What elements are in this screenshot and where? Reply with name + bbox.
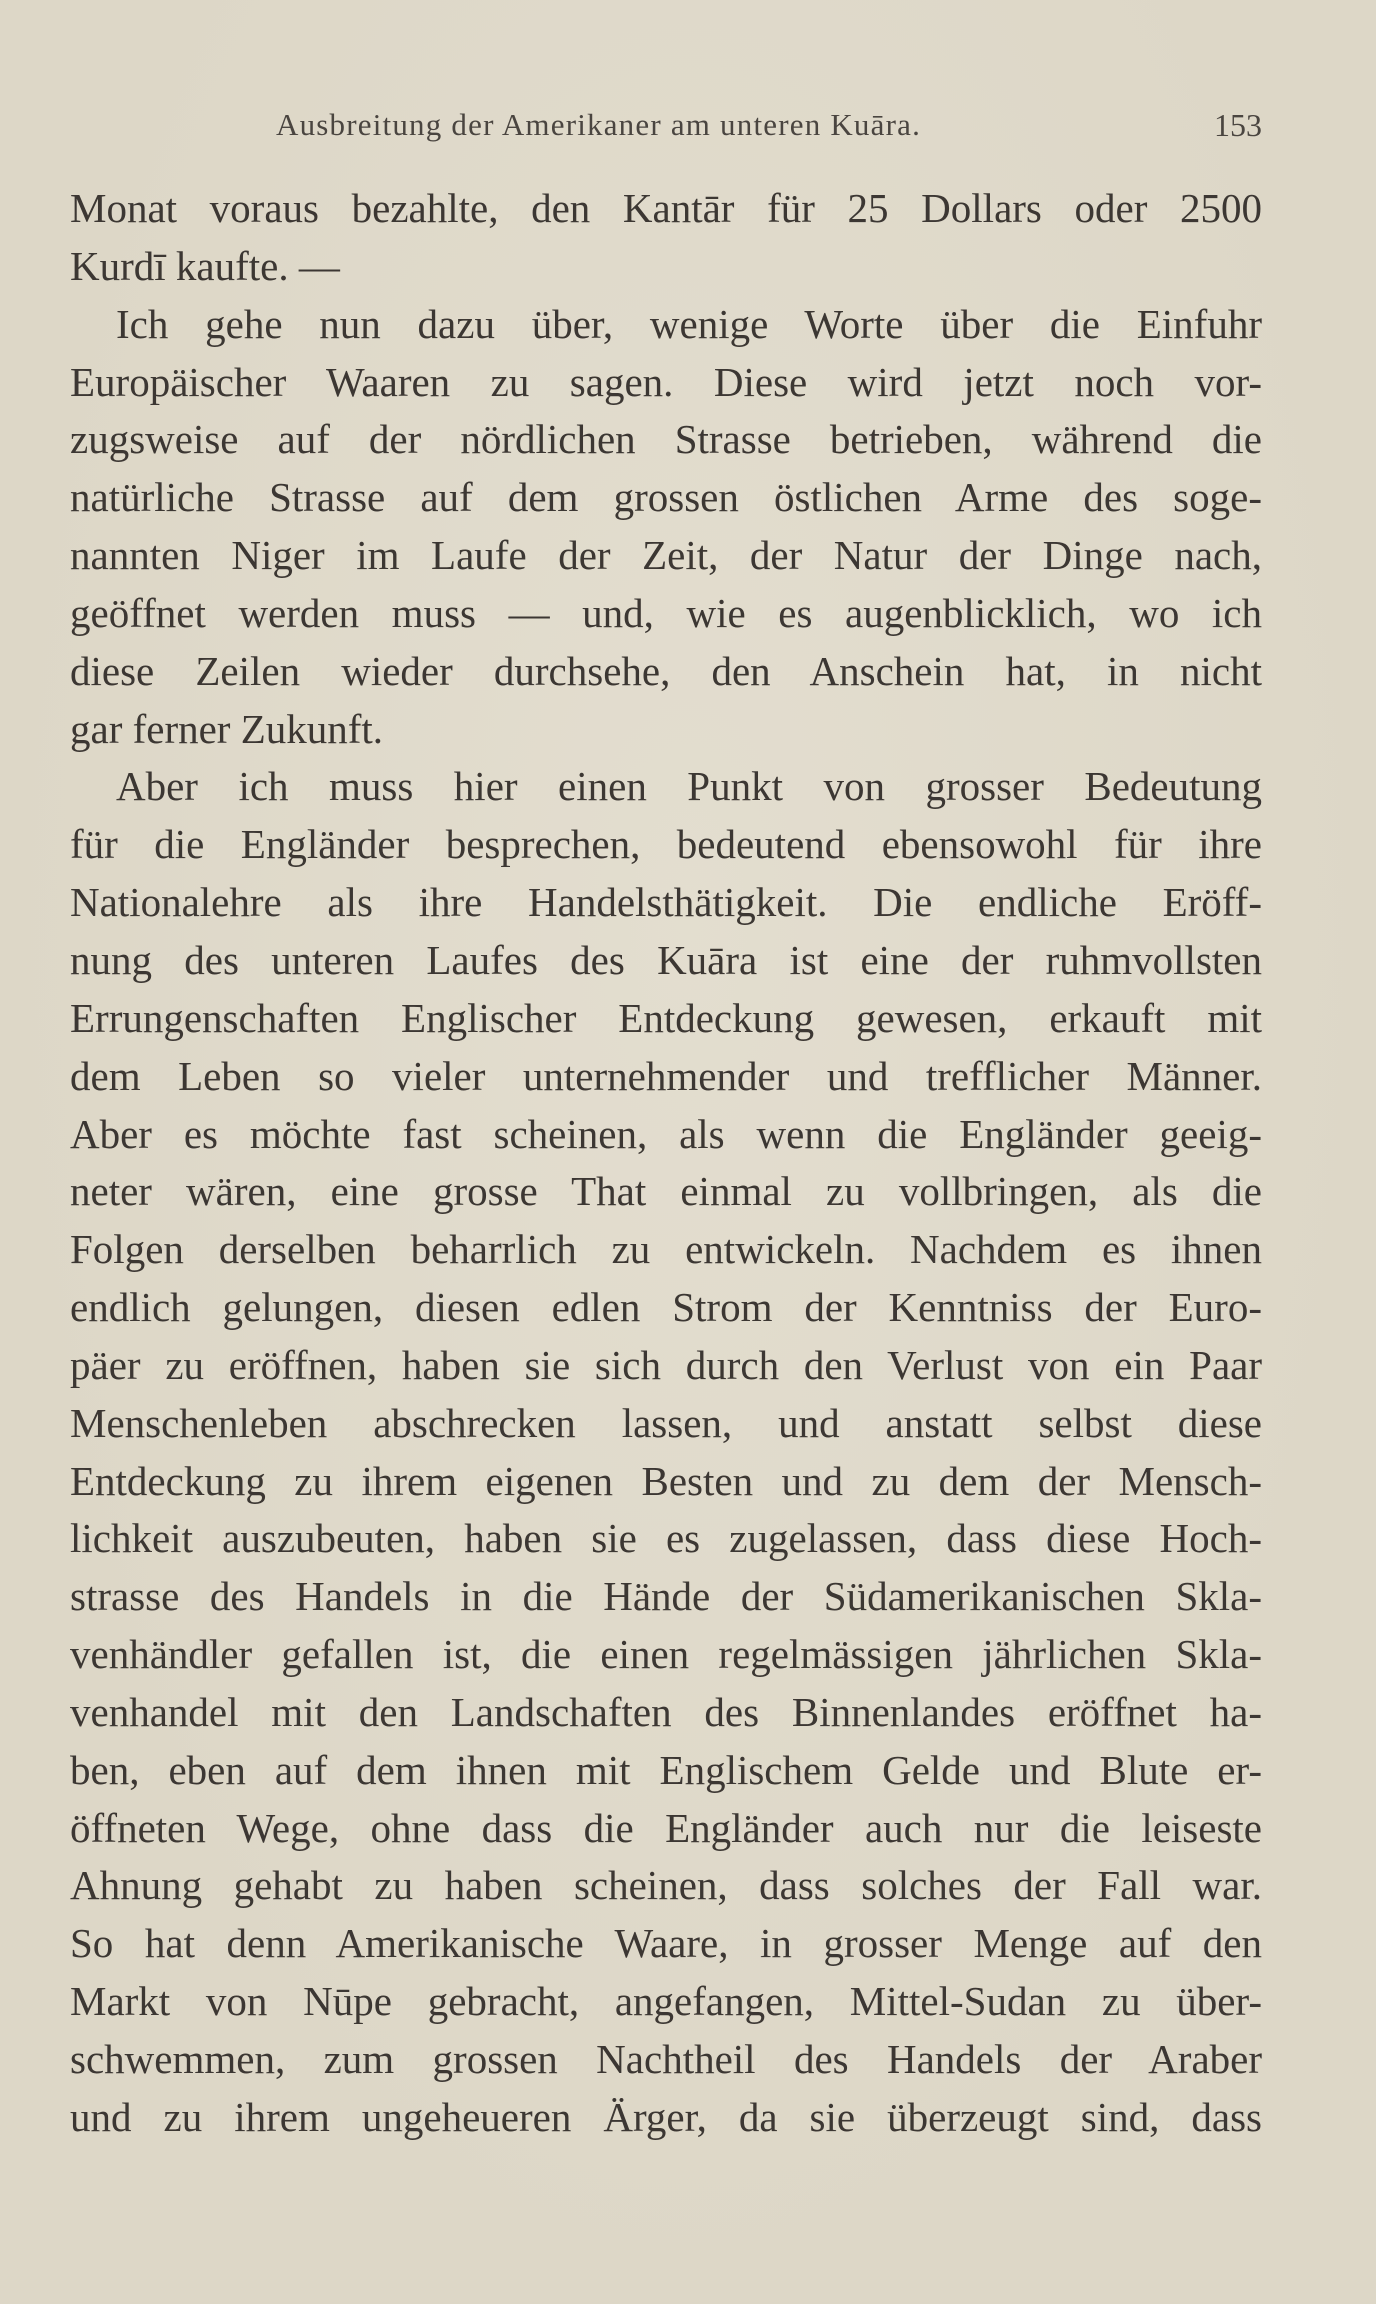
text-line: nannten Niger im Laufe der Zeit, der Natur der Dinge nach, [70, 532, 1262, 579]
text-line: Aber ich muss hier einen Punkt von grosser Bedeutung [116, 763, 1262, 810]
text-line: lichkeit auszubeuten, haben sie es zugelassen, dass diese Hoch- [70, 1515, 1262, 1562]
text-line: Ich gehe nun dazu über, wenige Worte über die Einfuhr [116, 300, 1262, 347]
body-text [70, 180, 1262, 2147]
text-line: dem Leben so vieler unternehmender und trefflicher Männer. [70, 1052, 1262, 1099]
text-line: Kurdī kaufte. — [70, 242, 340, 289]
text-line: Monat voraus bezahlte, den Kantār für 25 Dollars oder 2500 [70, 185, 1262, 231]
text-line: schwemmen, zum grossen Nachtheil des Handels der Araber [70, 2036, 1262, 2082]
text-line: venhändler gefallen ist, die einen regelmässigen jährlichen Skla- [70, 1631, 1262, 1678]
text-line: venhandel mit den Landschaften des Binnenlandes eröffnet ha- [70, 1688, 1262, 1735]
text-line: So hat denn Amerikanische Waare, in grosser Menge auf den [70, 1920, 1262, 1967]
text-line: neter wären, eine grosse That einmal zu vollbringen, als die [70, 1168, 1262, 1215]
text-line: Errungenschaften Englischer Entdeckung gewesen, erkauft mit [70, 994, 1262, 1041]
text-line: Markt von Nūpe gebracht, angefangen, Mittel-Sudan zu über- [70, 1978, 1262, 2025]
text-line: geöffnet werden muss — und, wie es augenblicklich, wo ich [70, 589, 1262, 636]
running-head: Ausbreitung der Amerikaner am unteren Kuāra. [276, 107, 922, 142]
text-line: endlich gelungen, diesen edlen Strom der Kenntniss der Euro- [70, 1284, 1262, 1331]
text-line: und zu ihrem ungeheueren Ärger, da sie überzeugt sind, dass [70, 2093, 1262, 2140]
text-line: päer zu eröffnen, haben sie sich durch den Verlust von ein Paar [70, 1341, 1262, 1388]
text-line: für die Engländer besprechen, bedeutend ebensowohl für ihre [70, 821, 1262, 868]
text-line: ben, eben auf dem ihnen mit Englischem Gelde und Blute er- [70, 1746, 1262, 1793]
page-number: 153 [1214, 107, 1262, 143]
text-line: Europäischer Waaren zu sagen. Diese wird jetzt noch vor- [70, 358, 1262, 405]
text-line: Entdeckung zu ihrem eigenen Besten und zu dem der Mensch- [70, 1457, 1262, 1504]
text-line: öffneten Wege, ohne dass die Engländer auch nur die leiseste [70, 1804, 1262, 1851]
text-line: diese Zeilen wieder durchsehe, den Anschein hat, in nicht [70, 647, 1262, 694]
text-line: nung des unteren Laufes des Kuāra ist eine der ruhmvollsten [70, 936, 1262, 983]
text-line: gar ferner Zukunft. [70, 705, 384, 752]
text-line: Aber es möchte fast scheinen, als wenn die Engländer geeig- [70, 1110, 1262, 1157]
text-line: zugsweise auf der nördlichen Strasse betrieben, während die [70, 416, 1262, 463]
text-line: Nationalehre als ihre Handelsthätigkeit. Die endliche Eröff- [70, 879, 1262, 926]
text-line: Folgen derselben beharrlich zu entwickeln. Nachdem es ihnen [70, 1226, 1262, 1273]
page-header [70, 100, 1262, 150]
text-line: natürliche Strasse auf dem grossen östlichen Arme des soge- [70, 474, 1262, 521]
text-line: Menschenleben abschrecken lassen, und anstatt selbst diese [70, 1399, 1262, 1446]
text-line: Ahnung gehabt zu haben scheinen, dass solches der Fall war. [70, 1862, 1262, 1909]
text-line: strasse des Handels in die Hände der Südamerikanischen Skla- [70, 1573, 1262, 1620]
